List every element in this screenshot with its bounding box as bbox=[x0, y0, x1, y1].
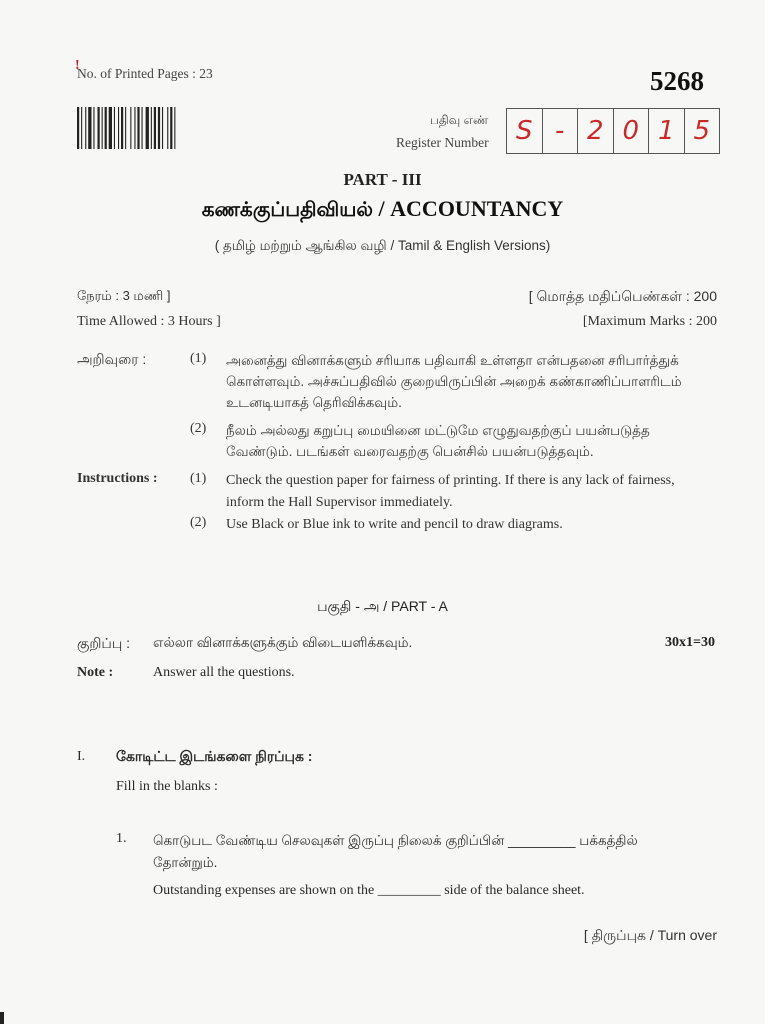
register-label-tamil: பதிவு எண் bbox=[430, 113, 489, 127]
question-1-tamil: கொடுபட வேண்டிய செலவுகள் இருப்பு நிலைக் குறிப்பின் _________ பக்கத்தில் தோன்றும். bbox=[153, 833, 638, 870]
barcode-bar bbox=[98, 107, 100, 149]
paper-code: 5268 bbox=[650, 66, 704, 96]
barcode-bar bbox=[85, 107, 86, 149]
barcode-bar bbox=[167, 107, 168, 149]
section-number: I. bbox=[77, 749, 86, 764]
instruction-english-2: Use Black or Blue ink to write and pencil to draw diagrams. bbox=[226, 517, 563, 532]
subject-english: / ACCOUNTANCY bbox=[378, 196, 564, 221]
barcode-bar bbox=[121, 107, 123, 149]
barcode-bar bbox=[81, 107, 82, 149]
instruction-number: (2) bbox=[190, 515, 207, 530]
barcode-bar bbox=[146, 107, 149, 149]
instruction-english-1: Check the question paper for fairness of printing. If there is any lack of fairness, inform the Hall Supervisor immediately. bbox=[226, 473, 675, 510]
note-tamil-label: குறிப்பு : bbox=[77, 635, 131, 651]
register-digit: 2 bbox=[578, 109, 614, 153]
printed-pages: No. of Printed Pages : 23 bbox=[77, 66, 213, 81]
part-a-marks: 30x1=30 bbox=[665, 635, 715, 650]
subject-title bbox=[0, 196, 765, 224]
barcode-bar bbox=[125, 107, 126, 149]
instruction-number: (2) bbox=[190, 421, 207, 436]
marks-english: [Maximum Marks : 200 bbox=[582, 314, 717, 329]
register-digit: - bbox=[543, 109, 579, 153]
barcode-bar bbox=[134, 107, 135, 149]
barcode-bar bbox=[174, 107, 175, 149]
barcode-bar bbox=[109, 107, 112, 149]
note-tamil: எல்லா வினாக்களுக்கும் விடையளிக்கவும். bbox=[153, 635, 413, 650]
barcode-bar bbox=[154, 107, 156, 149]
part-a-heading: பகுதி - அ / PART - A bbox=[317, 598, 448, 614]
barcode-bar bbox=[162, 107, 163, 149]
versions-line: ( தமிழ் மற்றும் ஆங்கில வழி / Tamil & English Versions) bbox=[214, 238, 551, 253]
register-label-english: Register Number bbox=[396, 135, 489, 150]
time-tamil: நேரம் : 3 மணி ] bbox=[77, 288, 171, 303]
turn-over: [ திருப்புக / Turn over bbox=[583, 927, 717, 943]
register-digit: 0 bbox=[614, 109, 650, 153]
red-mark: ! bbox=[75, 58, 80, 73]
register-number-box bbox=[506, 108, 720, 154]
instruction-tamil-2: நீலம் அல்லது கறுப்பு மையினை மட்டுமே எழுதுவதற்குப் பயன்படுத்த வேண்டும். படங்கள் வரைவதற்கு பென்சில் பயன்படுத்தவும். bbox=[226, 423, 650, 459]
register-digit: 5 bbox=[693, 116, 711, 146]
barcode-bar bbox=[151, 107, 152, 149]
barcode-bar bbox=[170, 107, 172, 149]
instruction-number: (1) bbox=[190, 471, 207, 486]
question-1-english: Outstanding expenses are shown on the _________ side of the balance sheet. bbox=[153, 883, 585, 898]
barcode bbox=[77, 107, 207, 149]
edge-mark bbox=[0, 1012, 4, 1024]
barcode-bar bbox=[142, 107, 143, 149]
barcode-bar bbox=[88, 107, 91, 149]
barcode-bar bbox=[105, 107, 107, 149]
question-number: 1. bbox=[116, 831, 127, 846]
register-digit: S bbox=[507, 109, 543, 153]
barcode-bar bbox=[102, 107, 103, 149]
note-english: Answer all the questions. bbox=[153, 665, 295, 680]
marks-tamil: [ மொத்த மதிப்பெண்கள் : 200 bbox=[528, 288, 717, 304]
barcode-bar bbox=[137, 107, 139, 149]
time-english: Time Allowed : 3 Hours ] bbox=[77, 314, 221, 329]
register-digit: 1 bbox=[649, 109, 685, 153]
barcode-bar bbox=[130, 107, 131, 149]
subject-tamil: கணக்குப்பதிவியல் bbox=[201, 199, 374, 221]
instructions-english-label: Instructions : bbox=[77, 471, 158, 486]
instruction-tamil-1: அனைத்து வினாக்களும் சரியாக பதிவாகி உள்ளதா என்பதனை சரிபார்த்துக் கொள்ளவும். அச்சுப்பதிவில் குறையிருப்பின் அறைக் கண்காணிப்பாளரிடம் உடனடியாகத் தெரிவிக்கவும். bbox=[226, 353, 682, 410]
barcode-bar bbox=[158, 107, 160, 149]
barcode-bar bbox=[114, 107, 115, 149]
section-heading-tamil: கோடிட்ட இடங்களை நிரப்புக : bbox=[116, 748, 313, 764]
part-title: PART - III bbox=[343, 170, 422, 189]
barcode-bar bbox=[77, 107, 79, 149]
note-english-label: Note : bbox=[77, 665, 114, 680]
section-heading-english: Fill in the blanks : bbox=[116, 779, 218, 794]
barcode-bar bbox=[93, 107, 94, 149]
barcode-bar bbox=[118, 107, 119, 149]
instruction-number: (1) bbox=[190, 351, 207, 366]
instructions-tamil-label: அறிவுரை : bbox=[77, 351, 147, 367]
